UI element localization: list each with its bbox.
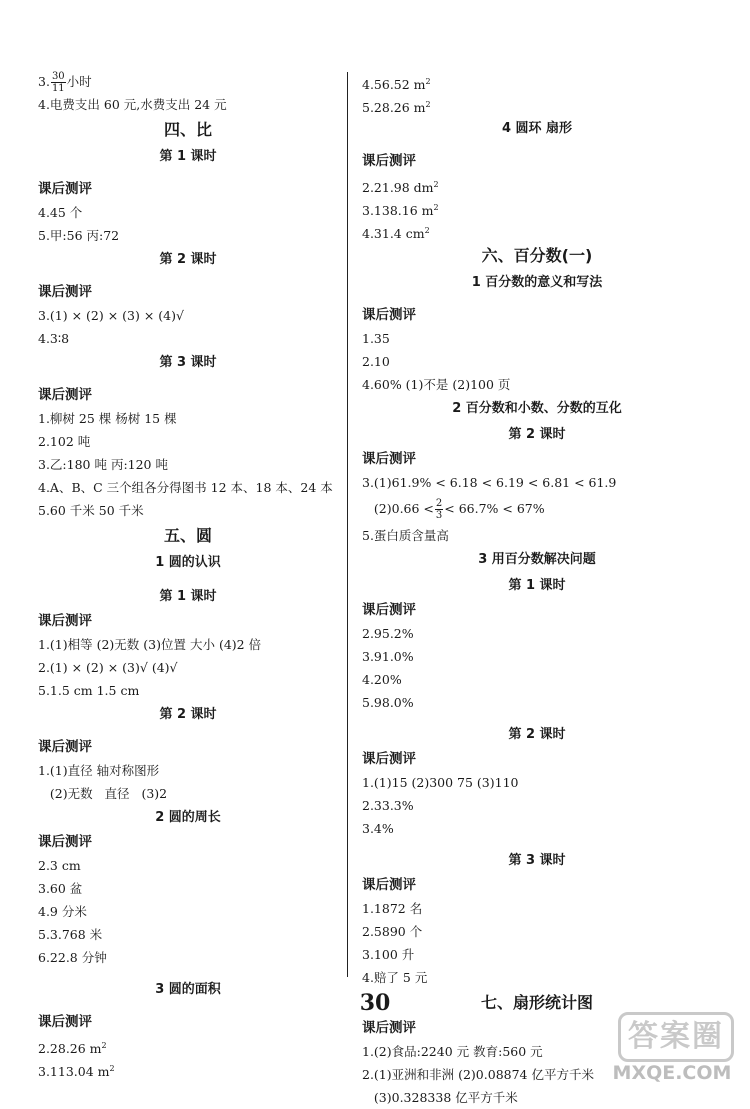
- answer-line: (3)0.328338 亿平方千米: [362, 1090, 518, 1105]
- section-label: 课后测评: [38, 1014, 92, 1030]
- chapter-heading: 四、比: [163, 120, 212, 139]
- answer-line: [362, 70, 712, 93]
- fraction-denominator: 3: [435, 510, 443, 521]
- section-label: 课后测评: [362, 602, 416, 618]
- answer-line: 4.20%: [362, 672, 402, 687]
- answer-line: 4.A、B、C 三个组各分得图书 12 本、18 本、24 本: [38, 480, 333, 495]
- answer-line: [362, 219, 712, 242]
- answer-line: 3.91.0%: [362, 649, 414, 664]
- answer-line: 5.蛋白质含量高: [362, 528, 449, 543]
- left-column: [38, 70, 338, 1080]
- section-heading: 2 圆的周长: [155, 810, 221, 825]
- section-label: 课后测评: [38, 834, 92, 850]
- answer-line: 3.乙:180 吨 丙:120 吨: [38, 457, 168, 472]
- answer-line: 4.赔了 5 元: [362, 970, 428, 985]
- answer-line: [38, 1057, 338, 1080]
- unit-exponent: 2: [433, 180, 439, 189]
- answer-line: 1.35: [362, 331, 390, 346]
- answer-line: 2.33.3%: [362, 798, 414, 813]
- unit-exponent: 2: [433, 203, 439, 212]
- answer-line: 1.(1)相等 (2)无数 (3)位置 大小 (4)2 倍: [38, 637, 262, 652]
- lesson-heading: 第 3 课时: [159, 355, 217, 370]
- answer-line: 1.柳树 25 棵 杨树 15 棵: [38, 411, 177, 426]
- lesson-heading: 第 1 课时: [159, 589, 217, 604]
- answer-line: 1.1872 名: [362, 901, 423, 916]
- answer-text: 4.56.52 m: [362, 77, 426, 93]
- unit-exponent: 2: [425, 100, 431, 109]
- answer-line: 5.60 千米 50 千米: [38, 503, 144, 518]
- section-label: 课后测评: [362, 153, 416, 169]
- lesson-heading: 第 1 课时: [159, 149, 217, 164]
- answer-line: 2.10: [362, 354, 390, 369]
- answer-line: [362, 494, 712, 524]
- fraction-numerator: 2: [435, 498, 443, 509]
- fraction: [435, 498, 443, 521]
- answer-line: [38, 1034, 338, 1057]
- answer-line: 5.甲:56 丙:72: [38, 228, 120, 243]
- lesson-heading: 第 1 课时: [508, 578, 566, 593]
- section-label: 课后测评: [38, 387, 92, 403]
- answer-line: 5.3.768 米: [38, 927, 103, 942]
- answer-suffix: 小时: [66, 74, 92, 89]
- column-divider: [347, 72, 348, 977]
- fraction-numerator: 30: [51, 71, 65, 82]
- answer-line: 5.98.0%: [362, 695, 414, 710]
- unit-exponent: 2: [425, 77, 431, 86]
- answer-line: 4.9 分米: [38, 904, 87, 919]
- answer-text: 5.28.26 m: [362, 100, 426, 116]
- answer-line: 3.(1) × (2) × (3) × (4)√: [38, 308, 184, 323]
- section-heading: 4 圆环 扇形: [501, 121, 573, 136]
- answer-line: 2.3 cm: [38, 858, 81, 873]
- answer-line: [362, 196, 712, 219]
- section-heading: 1 百分数的意义和写法: [471, 275, 603, 290]
- answer-line: 4.45 个: [38, 205, 83, 220]
- section-heading: 3 圆的面积: [155, 982, 221, 997]
- answer-line: [38, 70, 338, 93]
- section-label: 课后测评: [38, 739, 92, 755]
- answer-line: 2.95.2%: [362, 626, 414, 641]
- lesson-heading: 第 2 课时: [159, 707, 217, 722]
- answer-prefix: 3.: [38, 74, 50, 89]
- answer-suffix: < 66.7% < 67%: [444, 501, 545, 516]
- watermark-logo: [602, 1012, 742, 1092]
- answer-line: 2.102 吨: [38, 434, 91, 449]
- answer-line: 3.4%: [362, 821, 394, 836]
- chapter-heading: 六、百分数(一): [481, 246, 593, 265]
- section-heading: 3 用百分数解决问题: [478, 552, 596, 567]
- section-label: 课后测评: [362, 877, 416, 893]
- answer-text: 3.138.16 m: [362, 203, 434, 219]
- watermark-url: MXQE.COM: [612, 1062, 732, 1084]
- answer-line: 3.100 升: [362, 947, 415, 962]
- answer-line: 2.(1)亚洲和非洲 (2)0.08874 亿平方千米: [362, 1067, 594, 1082]
- answer-line: [362, 173, 712, 196]
- chapter-heading: 七、扇形统计图: [480, 993, 593, 1012]
- answer-line: 4.60% (1)不是 (2)100 页: [362, 377, 511, 392]
- answer-line: 4.电费支出 60 元,水费支出 24 元: [38, 97, 227, 112]
- lesson-heading: 第 2 课时: [508, 427, 566, 442]
- answer-line: (2)无数 直径 (3)2: [38, 786, 168, 801]
- fraction: [51, 71, 66, 94]
- section-label: 课后测评: [38, 613, 92, 629]
- answer-text: 4.31.4 cm: [362, 226, 425, 242]
- section-label: 课后测评: [362, 307, 416, 323]
- answer-line: 1.(1)15 (2)300 75 (3)110: [362, 775, 519, 790]
- chapter-heading: 五、圆: [163, 526, 212, 545]
- fraction-denominator: 11: [51, 83, 65, 94]
- lesson-heading: 第 2 课时: [159, 252, 217, 267]
- section-label: 课后测评: [362, 751, 416, 767]
- section-label: 课后测评: [362, 451, 416, 467]
- answer-line: 2.5890 个: [362, 924, 423, 939]
- section-heading: 1 圆的认识: [155, 555, 221, 570]
- answer-line: [362, 93, 712, 116]
- page-number: 30: [359, 990, 391, 1016]
- answer-prefix: (2)0.66 <: [362, 501, 434, 516]
- answer-text: 2.28.26 m: [38, 1041, 102, 1057]
- answer-text: 3.113.04 m: [38, 1064, 110, 1080]
- section-label: 课后测评: [362, 1020, 416, 1036]
- answer-line: 1.(2)食品:2240 元 教育:560 元: [362, 1044, 543, 1059]
- lesson-heading: 第 3 课时: [508, 853, 566, 868]
- answer-line: 2.(1) × (2) × (3)√ (4)√: [38, 660, 178, 675]
- watermark-text: 答案圈: [618, 1012, 734, 1062]
- answer-line: 3.(1)61.9% < 6.18 < 6.19 < 6.81 < 61.9: [362, 475, 617, 490]
- answer-line: 6.22.8 分钟: [38, 950, 107, 965]
- answer-line: 4.3∶8: [38, 331, 70, 346]
- unit-exponent: 2: [101, 1041, 107, 1050]
- answer-line: 1.(1)直径 轴对称图形: [38, 763, 160, 778]
- answer-text: 2.21.98 dm: [362, 180, 434, 196]
- section-label: 课后测评: [38, 284, 92, 300]
- section-heading: 2 百分数和小数、分数的互化: [452, 401, 622, 416]
- unit-exponent: 2: [109, 1064, 115, 1073]
- unit-exponent: 2: [424, 226, 430, 235]
- section-label: 课后测评: [38, 181, 92, 197]
- lesson-heading: 第 2 课时: [508, 727, 566, 742]
- answer-line: 3.60 盆: [38, 881, 83, 896]
- right-column: [362, 70, 712, 1109]
- answer-line: 5.1.5 cm 1.5 cm: [38, 683, 140, 698]
